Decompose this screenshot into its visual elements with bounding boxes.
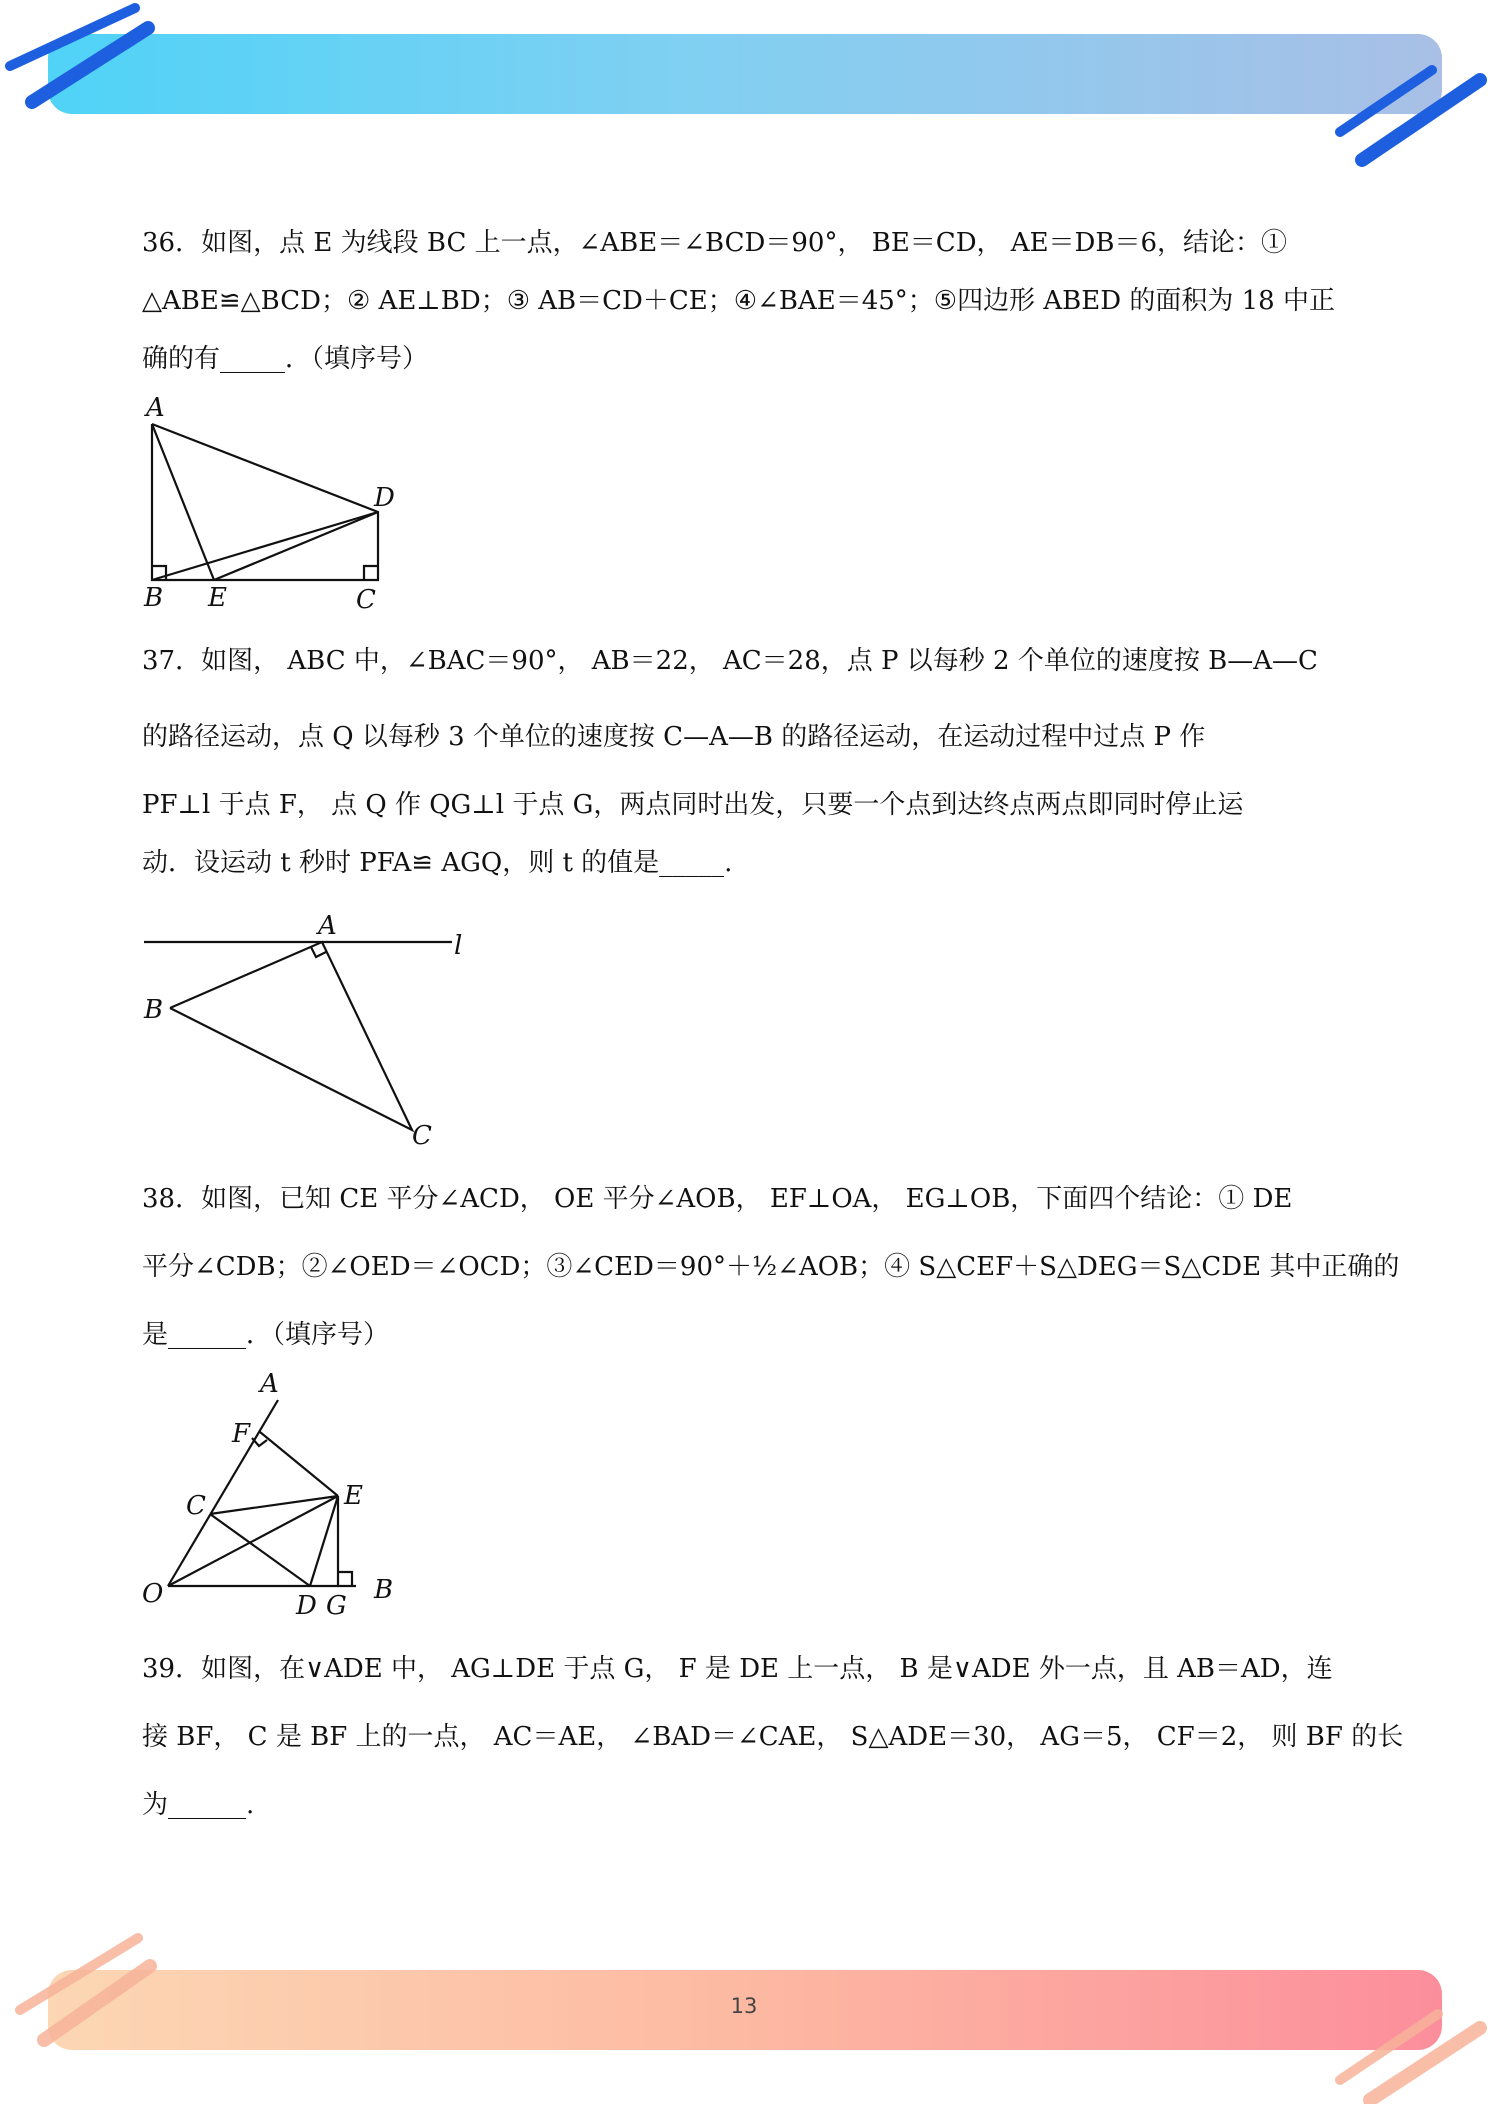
question-38-line-2: 平分∠CDB；②∠OED＝∠OCD；③∠CED＝90°＋½∠AOB；④ S△CEF＋S△DEG＝S△CDE 其中正确的 [142, 1252, 1400, 1282]
figure-37-label-c: C [412, 1121, 432, 1151]
question-37-line-1: 37．如图， ABC 中，∠BAC＝90°， AB＝22， AC＝28，点 P 以每秒 2 个单位的速度按 B—A—C [142, 646, 1318, 676]
figure-38-label-o: O [142, 1579, 164, 1609]
figure-36-label-c: C [356, 585, 376, 615]
figure-38-label-a: A [260, 1370, 279, 1399]
question-38-line-3: 是______．（填序号） [142, 1320, 390, 1350]
question-36-line-2: △ABE≌△BCD；② AE⊥BD；③ AB＝CD＋CE；④∠BAE＝45°；⑤四边形 ABED 的面积为 18 中正 [142, 286, 1335, 316]
question-38-line-1: 38．如图，已知 CE 平分∠ACD， OE 平分∠AOB， EF⊥OA， EG⊥OB，下面四个结论：① DE [142, 1184, 1293, 1214]
figure-38-label-d: D [296, 1591, 317, 1621]
question-37-line-3: PF⊥l 于点 F， 点 Q 作 QG⊥l 于点 G，两点同时出发，只要一个点到达终点两点即同时停止运 [142, 790, 1244, 820]
question-39-line-3: 为______. [142, 1790, 255, 1820]
figure-36-label-e: E [208, 583, 227, 613]
question-39-line-2: 接 BF， C 是 BF 上的一点， AC＝AE， ∠BAD＝∠CAE， S△ADE＝30， AG＝5， CF＝2， 则 BF 的长 [142, 1722, 1404, 1752]
figure-38-label-e: E [344, 1481, 363, 1511]
figure-38-label-g: G [326, 1591, 347, 1621]
question-36-line-3: 确的有_____．（填序号） [142, 344, 429, 374]
figure-38-label-b: B [374, 1575, 394, 1605]
figure-36-label-b: B [144, 583, 164, 613]
figure-36-label-a: A [146, 393, 165, 423]
figure-37-label-l: l [454, 931, 463, 961]
question-37-line-4: 动．设运动 t 秒时 PFA≌ AGQ，则 t 的值是_____. [142, 848, 733, 878]
page-number: 13 [730, 1994, 758, 2018]
figure-38-label-f: F [232, 1419, 251, 1449]
figure-36 [130, 390, 410, 620]
figure-37-label-a: A [318, 911, 337, 941]
question-39-line-1: 39．如图，在∨ADE 中， AG⊥DE 于点 G， F 是 DE 上一点， B 是∨ADE 外一点，且 AB＝AD，连 [142, 1654, 1333, 1684]
question-36-line-1: 36．如图，点 E 为线段 BC 上一点，∠ABE＝∠BCD＝90°， BE＝CD， AE＝DB＝6，结论：① [142, 228, 1288, 258]
figure-36-label-d: D [374, 483, 395, 513]
header-banner [48, 34, 1442, 114]
figure-37-label-b: B [144, 995, 164, 1025]
question-37-line-2: 的路径运动，点 Q 以每秒 3 个单位的速度按 C—A—B 的路径运动，在运动过程中过点 P 作 [142, 722, 1206, 752]
figure-38 [130, 1370, 430, 1630]
figure-37 [130, 904, 480, 1154]
figure-38-label-c: C [186, 1491, 206, 1521]
